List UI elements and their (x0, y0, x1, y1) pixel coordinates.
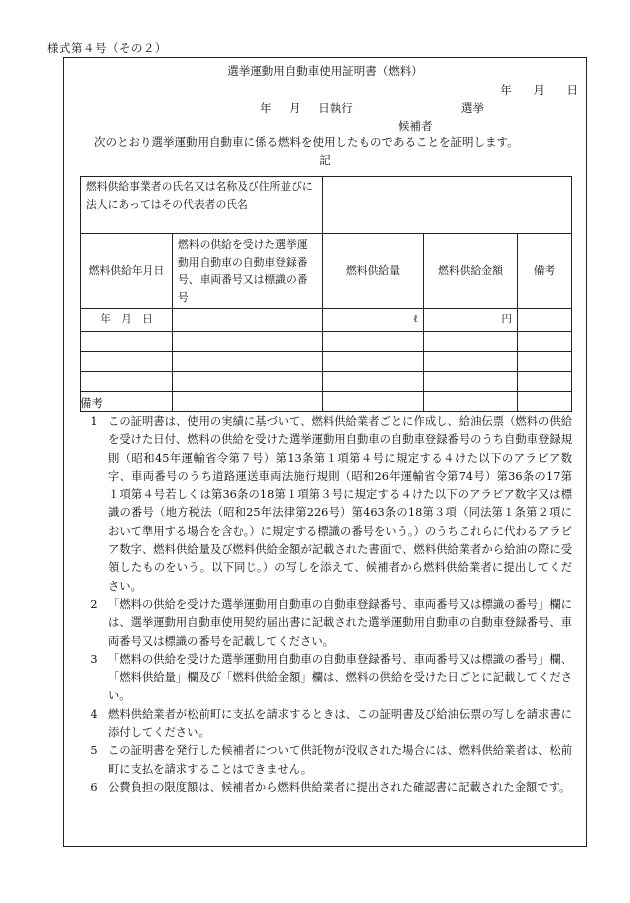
candidate-label: 候補者 (398, 119, 433, 133)
table-row (81, 351, 572, 371)
col-remarks: 備考 (518, 234, 572, 309)
col-fuel-amount: 燃料供給量 (323, 234, 424, 309)
note-text: この証明書は、使用の実績に基づいて、燃料供給業者ごとに作成し、給油伝票（燃料の供給を受けた日付、燃料の供給を受けた選挙運動用自動車の自動車登録番号のうち自動車登録規則（昭和45年運輸省令第７号）第13条第１項第４号に規定する４けた以下のアラビア数字、車両番号のうち道路運送車両法施行規則（昭和26年運輸省令第74号）第36条の17第１項第４号若しくは第36条の18第１項第３号に規定する４けた以下のアラビア数字又は標識の番号（地方税法（昭和25年法律第226号）第463条の18第３項（同法第１条第２項において準用する場合を含む。）に規定する標識の番号をいう。）のうちこれらに代わるアラビア数字、燃料供給量及び燃料供給金額が記載された書面で、燃料供給業者から給油の際に受領したものをいう。以下同じ。）の写しを添えて、候補者から燃料供給業者に提出してください。 (108, 415, 572, 593)
fuel-usage-table (80, 176, 572, 412)
table-row (81, 371, 572, 391)
note-item (80, 596, 572, 651)
note-number: 4 (90, 707, 98, 721)
note-number: 1 (90, 415, 98, 428)
note-text: 「燃料の供給を受けた選挙運動用自動車の自動車登録番号、車両番号又は標識の番号」欄、「燃料供給量」欄及び「燃料供給金額」欄は、燃料の供給を受けた日ごとに記載してください。 (108, 652, 572, 703)
note-text: 燃料供給業者が松前町に支払を請求するときは、この証明書及び給油伝票の写しを請求書に添付してください。 (108, 707, 572, 740)
supplier-value (323, 177, 572, 234)
unit-yen: 円 (424, 309, 518, 332)
unit-liter: ℓ (323, 309, 424, 332)
column-header-row (81, 234, 572, 309)
table-row (81, 391, 572, 411)
supplier-label: 燃料供給事業者の氏名又は名称及び住所並びに法人にあってはその代表者の氏名 (81, 177, 323, 234)
certification-statement: 次のとおり選挙運動用自動車に係る燃料を使用したものであることを証明します。 (94, 135, 519, 149)
note-text: 「燃料の供給を受けた選挙運動用自動車の自動車登録番号、車両番号又は標識の番号」欄には、選挙運動用自動車使用契約届出書に記載された選挙運動用自動車の自動車登録番号、車両番号又は標識の番号を記載してください。 (108, 597, 572, 648)
note-number: 6 (90, 780, 98, 794)
note-number: 3 (90, 652, 98, 666)
col-fuel-price: 燃料供給金額 (424, 234, 518, 309)
table-row (81, 331, 572, 351)
notes-title: 備考 (80, 396, 103, 410)
unit-vehicle (173, 309, 323, 332)
note-item (80, 742, 572, 779)
note-text: 公費負担の限度額は、候補者から燃料供給業者に提出された確認書に記載された金額です。 (108, 780, 571, 794)
note-text: この証明書を発行した候補者について供託物が没収された場合には、燃料供給業者は、松前町に支払を請求することはできません。 (108, 744, 572, 776)
note-item (80, 779, 572, 797)
unit-remarks (518, 309, 572, 332)
form-number: 様式第４号（その２） (47, 41, 167, 55)
certificate-frame (63, 57, 587, 847)
note-item (80, 413, 572, 596)
unit-date: 年 月 日 (81, 309, 173, 332)
issue-date-line: 年 月 日 (500, 83, 578, 97)
col-vehicle-number: 燃料の供給を受けた選挙運動用自動車の自動車登録番号、車両番号又は標識の番号 (173, 234, 323, 309)
supplier-row (81, 177, 572, 234)
election-label: 選挙 (461, 101, 484, 115)
note-item (80, 706, 572, 743)
note-number: 5 (90, 744, 98, 758)
ki-heading: 記 (319, 153, 331, 167)
col-supply-date: 燃料供給年月日 (81, 234, 173, 309)
note-item (80, 651, 572, 706)
election-execution-date: 年 月 日執行 (260, 101, 353, 115)
document-title: 選挙運動用自動車使用証明書（燃料） (227, 64, 423, 78)
note-number: 2 (90, 597, 98, 611)
unit-row (81, 309, 572, 332)
notes-list (80, 413, 572, 797)
